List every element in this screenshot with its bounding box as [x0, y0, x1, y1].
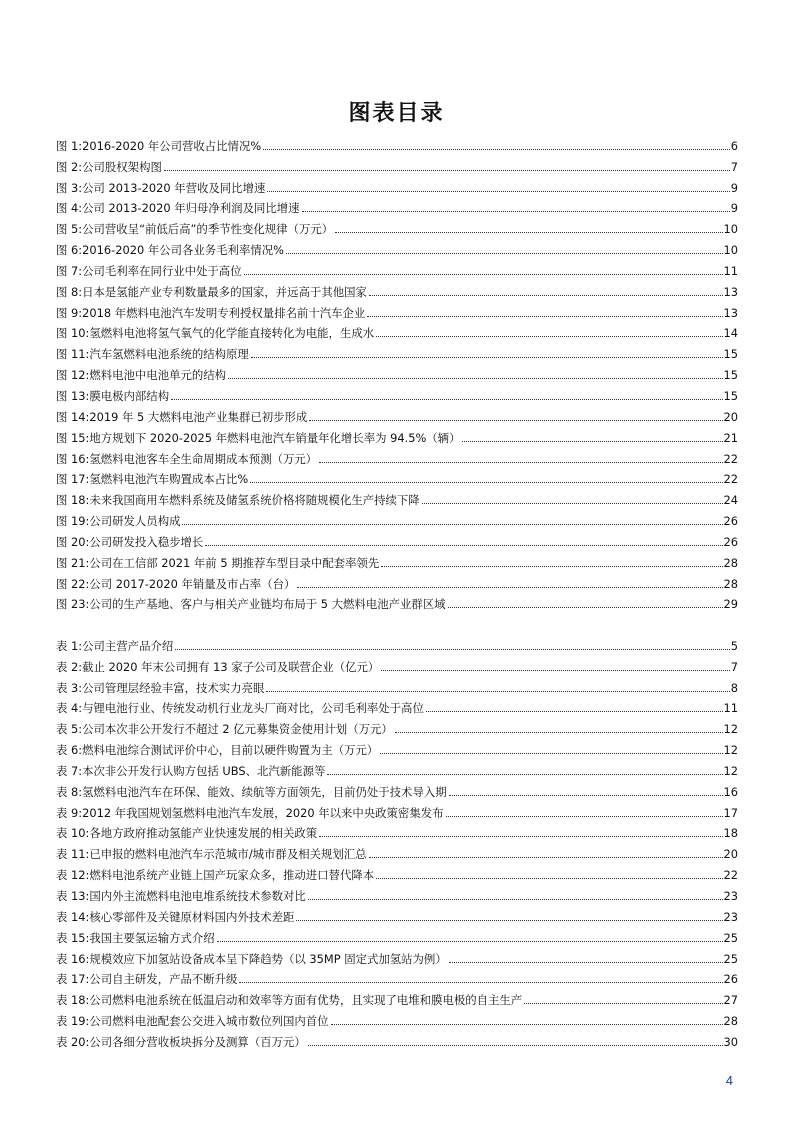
figure-entry[interactable]: [56, 361, 738, 382]
toc-page-number: 22: [723, 451, 738, 466]
dot-leader: [297, 586, 722, 588]
table-entry[interactable]: [56, 861, 738, 882]
table-entry[interactable]: [56, 1028, 738, 1049]
dot-leader: [171, 398, 722, 400]
table-entry[interactable]: [56, 757, 738, 778]
dot-leader: [331, 1023, 723, 1025]
toc-label: 图 20:: [56, 534, 90, 549]
toc-page-number: 14: [723, 326, 738, 341]
toc-label: 图 8:: [56, 284, 83, 299]
figure-entry[interactable]: [56, 549, 738, 570]
toc-title: 公司在工信部 2021 年前 5 期推荐车型目录中配套率领先: [89, 556, 380, 570]
toc-title: 公司主营产品介绍: [82, 639, 174, 653]
figure-entry[interactable]: [56, 424, 738, 445]
table-entry[interactable]: [56, 674, 738, 695]
toc-title: 国内外主流燃料电池电堆系统技术参数对比: [89, 889, 306, 903]
figure-entry[interactable]: [56, 570, 738, 591]
dot-leader: [319, 461, 722, 463]
toc-label: 表 12:: [56, 868, 90, 883]
toc-title: 核心零部件及关键原材料国内外技术差距: [89, 910, 295, 924]
dot-leader: [422, 502, 723, 504]
dot-leader: [175, 648, 730, 650]
figure-entry[interactable]: [56, 340, 738, 361]
figure-entry[interactable]: [56, 174, 738, 195]
figure-entry[interactable]: [56, 507, 738, 528]
toc-title: 公司燃料电池系统在低温启动和效率等方面有优势，且实现了电堆和膜电极的自主生产: [89, 994, 523, 1008]
toc-label: 图 15:: [56, 430, 90, 445]
toc-page-number: 21: [723, 430, 738, 445]
toc-page-number: 28: [723, 1014, 738, 1029]
dot-leader: [395, 731, 723, 733]
table-entry[interactable]: [56, 903, 738, 924]
toc-page-number: 13: [723, 284, 738, 299]
figure-entry[interactable]: [56, 215, 738, 236]
toc-title: 公司研发人员构成: [89, 515, 181, 529]
toc-title: 公司管理层经验丰富，技术实力亮眼: [82, 681, 265, 695]
toc-page-number: 11: [723, 701, 738, 716]
toc-label: 图 6:: [56, 243, 83, 258]
figure-list: [56, 132, 738, 611]
dot-leader: [302, 210, 730, 212]
toc-label: 图 22:: [56, 576, 90, 591]
toc-page-number: 22: [723, 472, 738, 487]
toc-page-number: 26: [723, 534, 738, 549]
dot-leader: [449, 794, 723, 796]
dot-leader: [327, 773, 722, 775]
dot-leader: [267, 190, 729, 192]
toc-title: 2019 年 5 大燃料电池产业集群已初步形成: [89, 410, 308, 424]
table-entry[interactable]: [56, 695, 738, 716]
toc-label: 图 14:: [56, 409, 90, 424]
toc-label: 图 18:: [56, 493, 90, 508]
toc-page-number: 25: [723, 930, 738, 945]
toc-page-number: 5: [730, 638, 738, 653]
dot-leader: [228, 377, 722, 379]
dot-leader: [309, 419, 722, 421]
dot-leader: [164, 169, 730, 171]
figure-entry[interactable]: [56, 132, 738, 153]
toc-label: 图 9:: [56, 305, 83, 320]
dot-leader: [217, 940, 723, 942]
table-entry[interactable]: [56, 966, 738, 987]
figure-entry[interactable]: [56, 591, 738, 612]
toc-label: 表 9:: [56, 805, 83, 820]
dot-leader: [369, 294, 723, 296]
toc-title: 2012 年我国规划氢燃料电池汽车发展，2020 年以来中央政策密集发布: [82, 806, 444, 820]
toc-label: 表 18:: [56, 993, 90, 1008]
table-entry[interactable]: [56, 736, 738, 757]
toc-label: 表 8:: [56, 784, 83, 799]
toc-label: 表 16:: [56, 951, 90, 966]
table-entry[interactable]: [56, 924, 738, 945]
page-title: 图表目录: [348, 101, 445, 126]
figure-entry[interactable]: [56, 486, 738, 507]
dot-leader: [319, 835, 722, 837]
table-entry[interactable]: [56, 715, 738, 736]
figure-entry[interactable]: [56, 403, 738, 424]
toc-title: 公司股权架构图: [82, 160, 162, 174]
toc-page-number: 29: [723, 597, 738, 612]
dot-leader: [369, 856, 723, 858]
toc-title: 公司自主研发，产品不断升级: [89, 973, 238, 987]
toc-page-number: 25: [723, 951, 738, 966]
toc-page-number: 20: [723, 847, 738, 862]
toc-label: 表 6:: [56, 743, 83, 758]
toc-title: 汽车氢燃料电池系统的结构原理: [89, 348, 249, 362]
dot-leader: [524, 1002, 722, 1004]
toc-page-number: 22: [723, 868, 738, 883]
toc-title: 公司 2013-2020 年营收及同比增速: [82, 181, 266, 195]
dot-leader: [266, 690, 729, 692]
toc-page-number: 6: [730, 138, 738, 153]
dot-leader: [381, 565, 722, 567]
toc-label: 图 16:: [56, 451, 90, 466]
table-entry[interactable]: [56, 820, 738, 841]
dot-leader: [182, 523, 722, 525]
toc-title: 公司的生产基地、客户与相关产业链均布局于 5 大燃料电池产业群区域: [89, 598, 446, 612]
dot-leader: [335, 231, 722, 233]
figure-entry[interactable]: [56, 236, 738, 257]
table-entry[interactable]: [56, 653, 738, 674]
toc-page-number: 12: [723, 763, 738, 778]
toc-title: 规模效应下加氢站设备成本呈下降趋势（以 35MP 固定式加氢站为例）: [89, 952, 447, 966]
toc-label: 图 5:: [56, 222, 83, 237]
toc-label: 图 7:: [56, 263, 83, 278]
figure-entry[interactable]: [56, 445, 738, 466]
toc-title: 2016-2020 年公司营收占比情况%: [82, 139, 262, 153]
figure-entry[interactable]: [56, 528, 738, 549]
figure-entry[interactable]: [56, 278, 738, 299]
toc-label: 表 5:: [56, 722, 83, 737]
toc-title: 氢燃料电池将氢气氧气的化学能直接转化为电能，生成水: [89, 327, 375, 341]
dot-leader: [448, 606, 723, 608]
toc-title: 公司燃料电池配套公交进入城市数位列国内首位: [89, 1015, 329, 1029]
figure-entry[interactable]: [56, 320, 738, 341]
toc-page-number: 18: [723, 826, 738, 841]
toc-label: 表 2:: [56, 659, 83, 674]
toc-page-number: 15: [723, 347, 738, 362]
toc-page-number: 24: [723, 493, 738, 508]
page-number: 4: [725, 1073, 733, 1088]
toc-title: 公司毛利率在同行业中处于高位: [82, 264, 242, 278]
toc-page-number: 15: [723, 368, 738, 383]
toc-page-number: 10: [723, 222, 738, 237]
toc-title: 膜电极内部结构: [89, 389, 170, 403]
toc-page-number: 13: [723, 305, 738, 320]
toc-page-number: 26: [723, 514, 738, 529]
toc-page-number: 23: [723, 909, 738, 924]
dot-leader: [250, 481, 722, 483]
dot-leader: [263, 148, 730, 150]
toc-label: 表 7:: [56, 763, 83, 778]
toc-title: 已申报的燃料电池汽车示范城市/城市群及相关规划汇总: [89, 848, 367, 862]
toc-page-number: 26: [723, 972, 738, 987]
toc-title: 2018 年燃料电池汽车发明专利授权量排名前十汽车企业: [82, 306, 366, 320]
dot-leader: [446, 815, 723, 817]
dot-leader: [376, 335, 722, 337]
dot-leader: [308, 1044, 723, 1046]
toc-title: 公司营收呈“前低后高”的季节性变化规律（万元）: [82, 223, 334, 237]
figure-entry[interactable]: [56, 153, 738, 174]
toc-title: 各地方政府推动氢能产业快速发展的相关政策: [89, 827, 318, 841]
toc-label: 图 19:: [56, 514, 90, 529]
toc-page-number: 28: [723, 555, 738, 570]
toc-title: 公司 2017-2020 年销量及市占率（台）: [89, 577, 296, 591]
toc-label: 表 13:: [56, 888, 90, 903]
toc-page-number: 30: [723, 1034, 738, 1049]
figure-entry[interactable]: [56, 257, 738, 278]
dot-leader: [239, 981, 722, 983]
table-entry[interactable]: [56, 945, 738, 966]
toc-label: 图 23:: [56, 597, 90, 612]
toc-label: 表 1:: [56, 638, 83, 653]
toc-title: 我国主要氢运输方式介绍: [89, 931, 215, 945]
toc-page-number: 17: [723, 805, 738, 820]
dot-leader: [426, 710, 723, 712]
toc-page-number: 12: [723, 743, 738, 758]
dot-leader: [308, 898, 723, 900]
toc-label: 图 21:: [56, 555, 90, 570]
dot-leader: [380, 752, 722, 754]
toc-page-number: 20: [723, 409, 738, 424]
toc-title: 截止 2020 年末公司拥有 13 家子公司及联营企业（亿元）: [82, 660, 380, 674]
toc-label: 图 10:: [56, 326, 90, 341]
table-entry[interactable]: [56, 632, 738, 653]
toc-page-number: 28: [723, 576, 738, 591]
table-entry[interactable]: [56, 882, 738, 903]
toc-label: 表 10:: [56, 826, 90, 841]
figure-entry[interactable]: [56, 466, 738, 487]
toc-page-number: 8: [730, 680, 738, 695]
toc-title: 燃料电池综合测试评价中心，目前以硬件购置为主（万元）: [82, 744, 379, 758]
toc-page-number: 9: [730, 180, 738, 195]
dot-leader: [367, 315, 722, 317]
toc-title: 公司研发投入稳步增长: [89, 535, 204, 549]
toc-label: 图 2:: [56, 159, 83, 174]
toc-title: 日本是氢能产业专利数量最多的国家，并远高于其他国家: [82, 285, 367, 299]
toc-label: 图 13:: [56, 388, 90, 403]
table-entry[interactable]: [56, 840, 738, 861]
toc-label: 图 11:: [56, 347, 90, 362]
toc-label: 图 3:: [56, 180, 83, 195]
dot-leader: [205, 544, 722, 546]
toc-label: 图 17:: [56, 472, 90, 487]
toc-title: 氢燃料电池汽车在环保、能效、续航等方面领先，目前仍处于技术导入期: [82, 785, 447, 799]
table-entry[interactable]: [56, 778, 738, 799]
toc-title: 公司 2013-2020 年归母净利润及同比增速: [82, 202, 300, 216]
toc-title: 公司各细分营收板块拆分及测算（百万元）: [89, 1035, 306, 1049]
dot-leader: [376, 877, 722, 879]
dot-leader: [462, 440, 722, 442]
toc-page-number: 10: [723, 243, 738, 258]
figure-entry[interactable]: [56, 382, 738, 403]
toc-label: 图 1:: [56, 138, 83, 153]
dot-leader: [251, 356, 723, 358]
toc-page-number: 11: [723, 263, 738, 278]
table-list: [56, 632, 738, 1049]
toc-page-number: 9: [730, 201, 738, 216]
toc-label: 表 3:: [56, 680, 83, 695]
dot-leader: [449, 961, 723, 963]
toc-title: 氢燃料电池客车全生命周期成本预测（万元）: [89, 452, 318, 466]
toc-title: 2016-2020 年公司各业务毛利率情况%: [82, 244, 284, 258]
toc-page-number: 27: [723, 993, 738, 1008]
toc-title: 与锂电池行业、传统发动机行业龙头厂商对比，公司毛利率处于高位: [82, 702, 424, 716]
toc-title: 燃料电池中电池单元的结构: [89, 369, 227, 383]
toc-page-number: 7: [730, 659, 738, 674]
toc-page-number: 7: [730, 159, 738, 174]
toc-label: 表 11:: [56, 847, 90, 862]
toc-page-number: 12: [723, 722, 738, 737]
toc-label: 表 20:: [56, 1034, 90, 1049]
toc-page-number: 16: [723, 784, 738, 799]
toc-title: 本次非公开发行认购方包括 UBS、北汽新能源等: [82, 764, 326, 778]
figure-entry[interactable]: [56, 195, 738, 216]
toc-title: 地方规划下 2020-2025 年燃料电池汽车销量年化增长率为 94.5%（辆）: [89, 431, 461, 445]
dot-leader: [296, 919, 722, 921]
table-entry[interactable]: [56, 986, 738, 1007]
toc-label: 图 12:: [56, 368, 90, 383]
toc-page-number: 23: [723, 888, 738, 903]
dot-leader: [244, 273, 723, 275]
toc-title: 公司本次非公开发行不超过 2 亿元募集资金使用计划（万元）: [82, 723, 393, 737]
toc-label: 表 19:: [56, 1014, 90, 1029]
toc-label: 表 14:: [56, 909, 90, 924]
toc-label: 表 15:: [56, 930, 90, 945]
toc-page-number: 15: [723, 388, 738, 403]
toc-label: 图 4:: [56, 201, 83, 216]
table-entry[interactable]: [56, 799, 738, 820]
toc-label: 表 4:: [56, 701, 83, 716]
toc-title: 燃料电池系统产业链上国产玩家众多，推动进口替代降本: [89, 869, 375, 883]
figure-entry[interactable]: [56, 299, 738, 320]
toc-title: 未来我国商用车燃料系统及储氢系统价格将随规模化生产持续下降: [89, 494, 420, 508]
table-entry[interactable]: [56, 1007, 738, 1028]
dot-leader: [286, 252, 723, 254]
toc-title: 氢燃料电池汽车购置成本占比%: [89, 473, 249, 487]
dot-leader: [381, 669, 729, 671]
toc-label: 表 17:: [56, 972, 90, 987]
